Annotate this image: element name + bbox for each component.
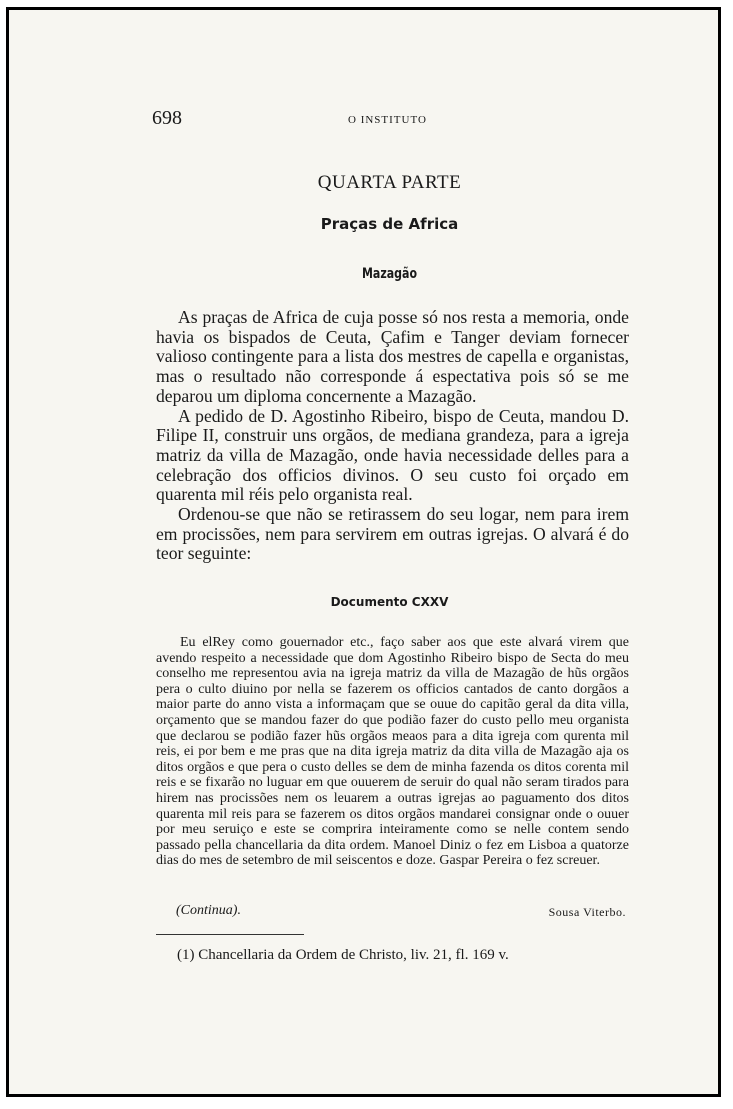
author-signature: Sousa Viterbo.	[548, 905, 626, 919]
body-paragraph: A pedido de D. Agostinho Ribeiro, bispo de Ceuta, mandou D. Filipe II, construir uns orgãos, de mediana grandeza, para a igreja matriz da villa de Mazagão, onde havia necessidade delles para a celebração dos officios divinos. O seu custo foi orçado em quarenta mil réis pelo organista real.	[156, 405, 629, 505]
running-head	[152, 107, 627, 131]
subsection-title: Mazagão	[361, 265, 418, 282]
body-text	[156, 308, 629, 564]
section-title: Praças de Africa	[320, 215, 459, 233]
page-frame	[6, 7, 721, 1097]
journal-title: O INSTITUTO	[348, 114, 427, 126]
footnote-rule	[156, 934, 304, 935]
page-number: 698	[152, 107, 182, 129]
document-paragraph: Eu elRey como gouernador etc., faço saber aos que este alvará virem que avendo respeito a necessidade que dom Agostinho Ribeiro bispo de Secta do meu conselho me representou avia na igreja matriz da villa de Mazagão de hũs orgãos pera o culto diuino por nella se fazerem os officios cantados de canto dorgãos a maior parte do anno vista a informaçam que se ouue do capitão geral da dita villa, orçamento que se mandou fazer do que podião fazer do custo pello meu organista que declarou se podião fazer hũs orgãos meaos para a dita igreja com qurenta mil reis, ei por bem e me pras que na dita igreja matriz da dita villa de Mazagão aja os ditos orgãos e que pera o custo delles se dem de minha fazenda os ditos corenta mil reis e se fixarão no luguar em que ouuerem de seruir do qual não seram tirados para hirem nas procissões nem os leuarem a outras igrejas ao paguamento dos ditos quarenta mil reis para se fazerem os ditos orgãos mandarei consignar onde o ouuer por meu seruiço e este se comprira inteiramente como se nelle contem sendo passado pella chancellaria da dita ordem. Manoel Diniz o fez em Lisboa a quatorze dias do mes de setembro de mil seiscentos e doze. Gaspar Pereira o fez screuer.	[156, 635, 629, 869]
continua-note: (Continua).	[176, 903, 241, 918]
closing-line	[156, 903, 629, 923]
footnote: (1) Chancellaria da Ordem de Christo, liv. 21, fl. 169 v.	[177, 947, 509, 963]
body-paragraph: As praças de Africa de cuja posse só nos resta a memoria, onde havia os bispados de Ceuta, Çafim e Tanger deviam fornecer valioso contingente para a lista dos mestres de capella e organistas, mas o resultado não corresponde á espectativa pois só se me deparou um diploma concernente a Mazagão.	[156, 307, 629, 406]
part-title: QUARTA PARTE	[317, 172, 462, 193]
document-title: Documento CXXV	[330, 595, 449, 609]
body-paragraph: Ordenou-se que não se retirassem do seu logar, nem para irem em procissões, nem para servirem em outras igrejas. O alvará é do teor seguinte:	[156, 504, 629, 564]
document-text	[156, 635, 629, 869]
